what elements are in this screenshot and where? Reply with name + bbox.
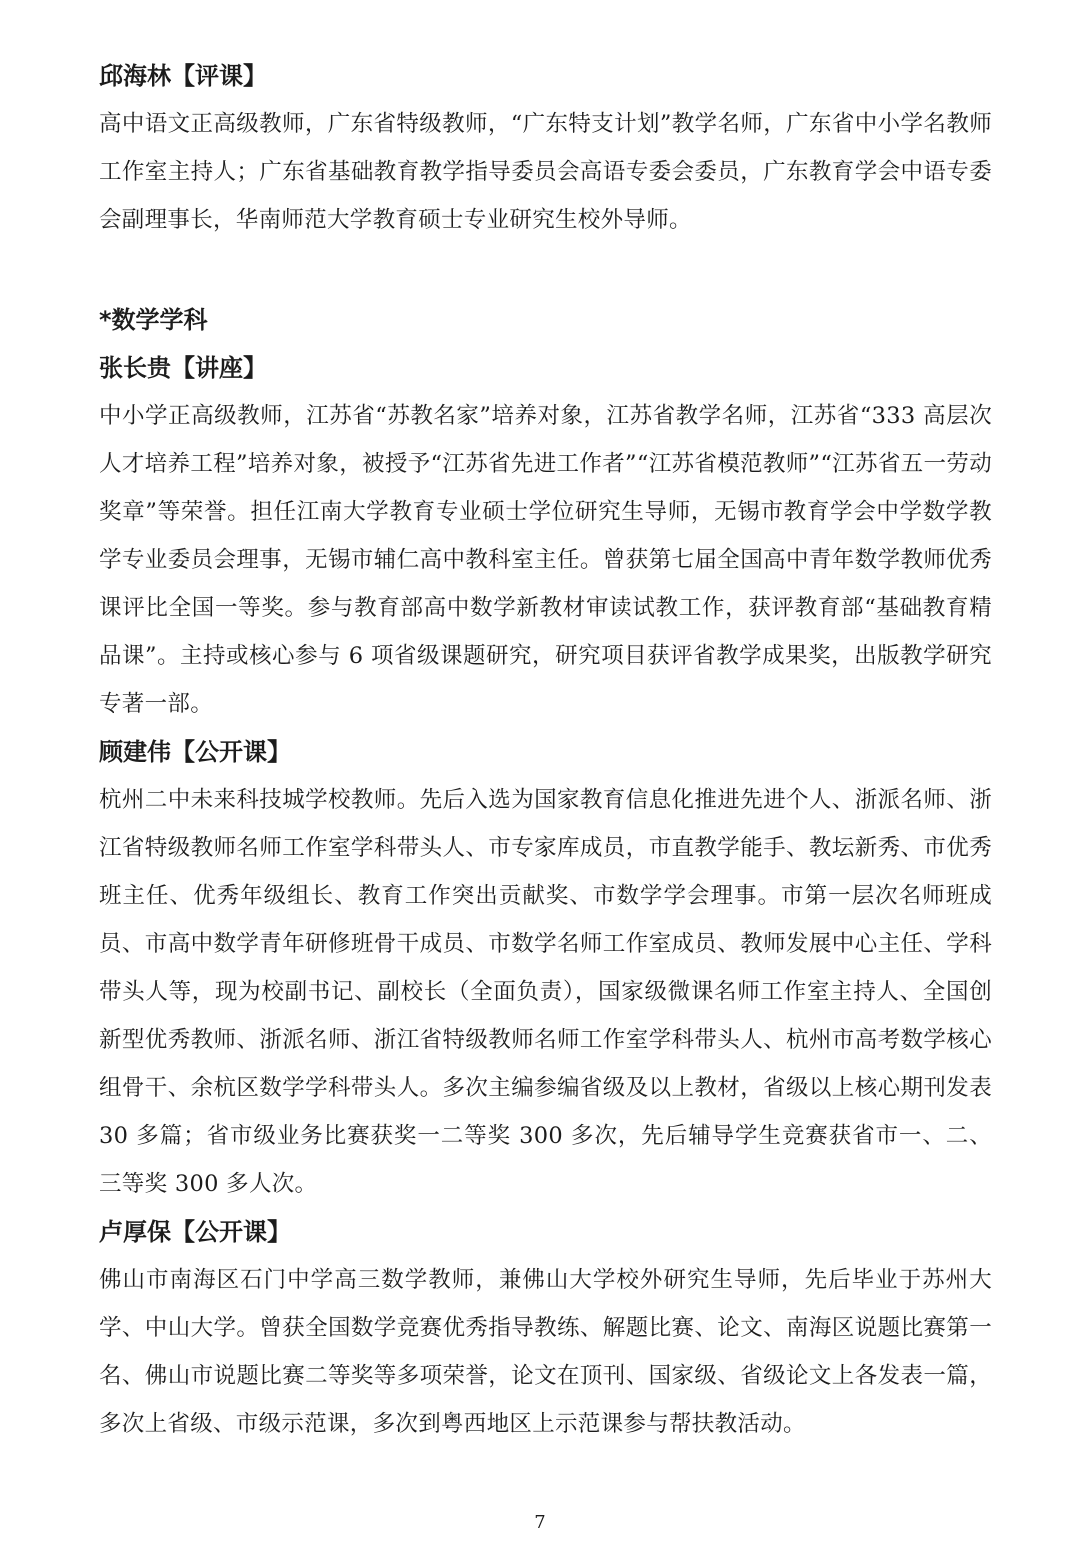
profile-bio-zhang-changgui: 中小学正高级教师，江苏省“苏教名家”培养对象，江苏省教学名师，江苏省“333 高层次人才培养工程”培养对象，被授予“江苏省先进工作者”“江苏省模范教师”“江苏省五一劳动奖章”等荣誉。担任江南大学教育专业硕士学位研究生导师，无锡市教育学会中学数学教学专业委员会理事，无锡市辅仁高中教科室主任。曾获第七届全国高中青年数学教师优秀课评比全国一等奖。参与教育部高中数学新教材审读试教工作，获评教育部“基础教育精品课”。主持或核心参与 6 项省级课题研究，研究项目获评省教学成果奖，出版教学研究专著一部。 (99, 403, 992, 717)
subject-heading-math: *数学学科 (99, 306, 208, 334)
profile-heading-gu-jianwei: 顾建伟【公开课】 (99, 738, 291, 766)
profile-heading-qiu-hailin: 邱海林【评课】 (99, 62, 267, 90)
profile-heading-zhang-changgui: 张长贵【讲座】 (99, 354, 267, 382)
page-content (99, 52, 992, 1448)
page-number: 7 (534, 1512, 546, 1533)
profile-heading-lu-houbao: 卢厚保【公开课】 (99, 1218, 291, 1246)
profile-bio-lu-houbao: 佛山市南海区石门中学高三数学教师，兼佛山大学校外研究生导师，先后毕业于苏州大学、中山大学。曾获全国数学竞赛优秀指导教练、解题比赛、论文、南海区说题比赛第一名、佛山市说题比赛二等奖等多项荣誉，论文在顶刊、国家级、省级论文上各发表一篇，多次上省级、市级示范课，多次到粤西地区上示范课参与帮扶教活动。 (99, 1267, 992, 1437)
profile-bio-qiu-hailin: 高中语文正高级教师，广东省特级教师，“广东特支计划”教学名师，广东省中小学名教师工作室主持人；广东省基础教育教学指导委员会高语专委会委员，广东教育学会中语专委会副理事长，华南师范大学教育硕士专业研究生校外导师。 (99, 111, 992, 233)
section-spacer (99, 244, 992, 296)
profile-bio-gu-jianwei: 杭州二中未来科技城学校教师。先后入选为国家教育信息化推进先进个人、浙派名师、浙江省特级教师名师工作室学科带头人、市专家库成员，市直教学能手、教坛新秀、市优秀班主任、优秀年级组长、教育工作突出贡献奖、市数学学会理事。市第一层次名师班成员、市高中数学青年研修班骨干成员、市数学名师工作室成员、教师发展中心主任、学科带头人等，现为校副书记、副校长（全面负责），国家级微课名师工作室主持人、全国创新型优秀教师、浙派名师、浙江省特级教师名师工作室学科带头人、杭州市高考数学核心组骨干、余杭区数学学科带头人。多次主编参编省级及以上教材，省级以上核心期刊发表 30 多篇；省市级业务比赛获奖一二等奖 300 多次，先后辅导学生竞赛获省市一、二、三等奖 300 多人次。 (99, 787, 992, 1197)
